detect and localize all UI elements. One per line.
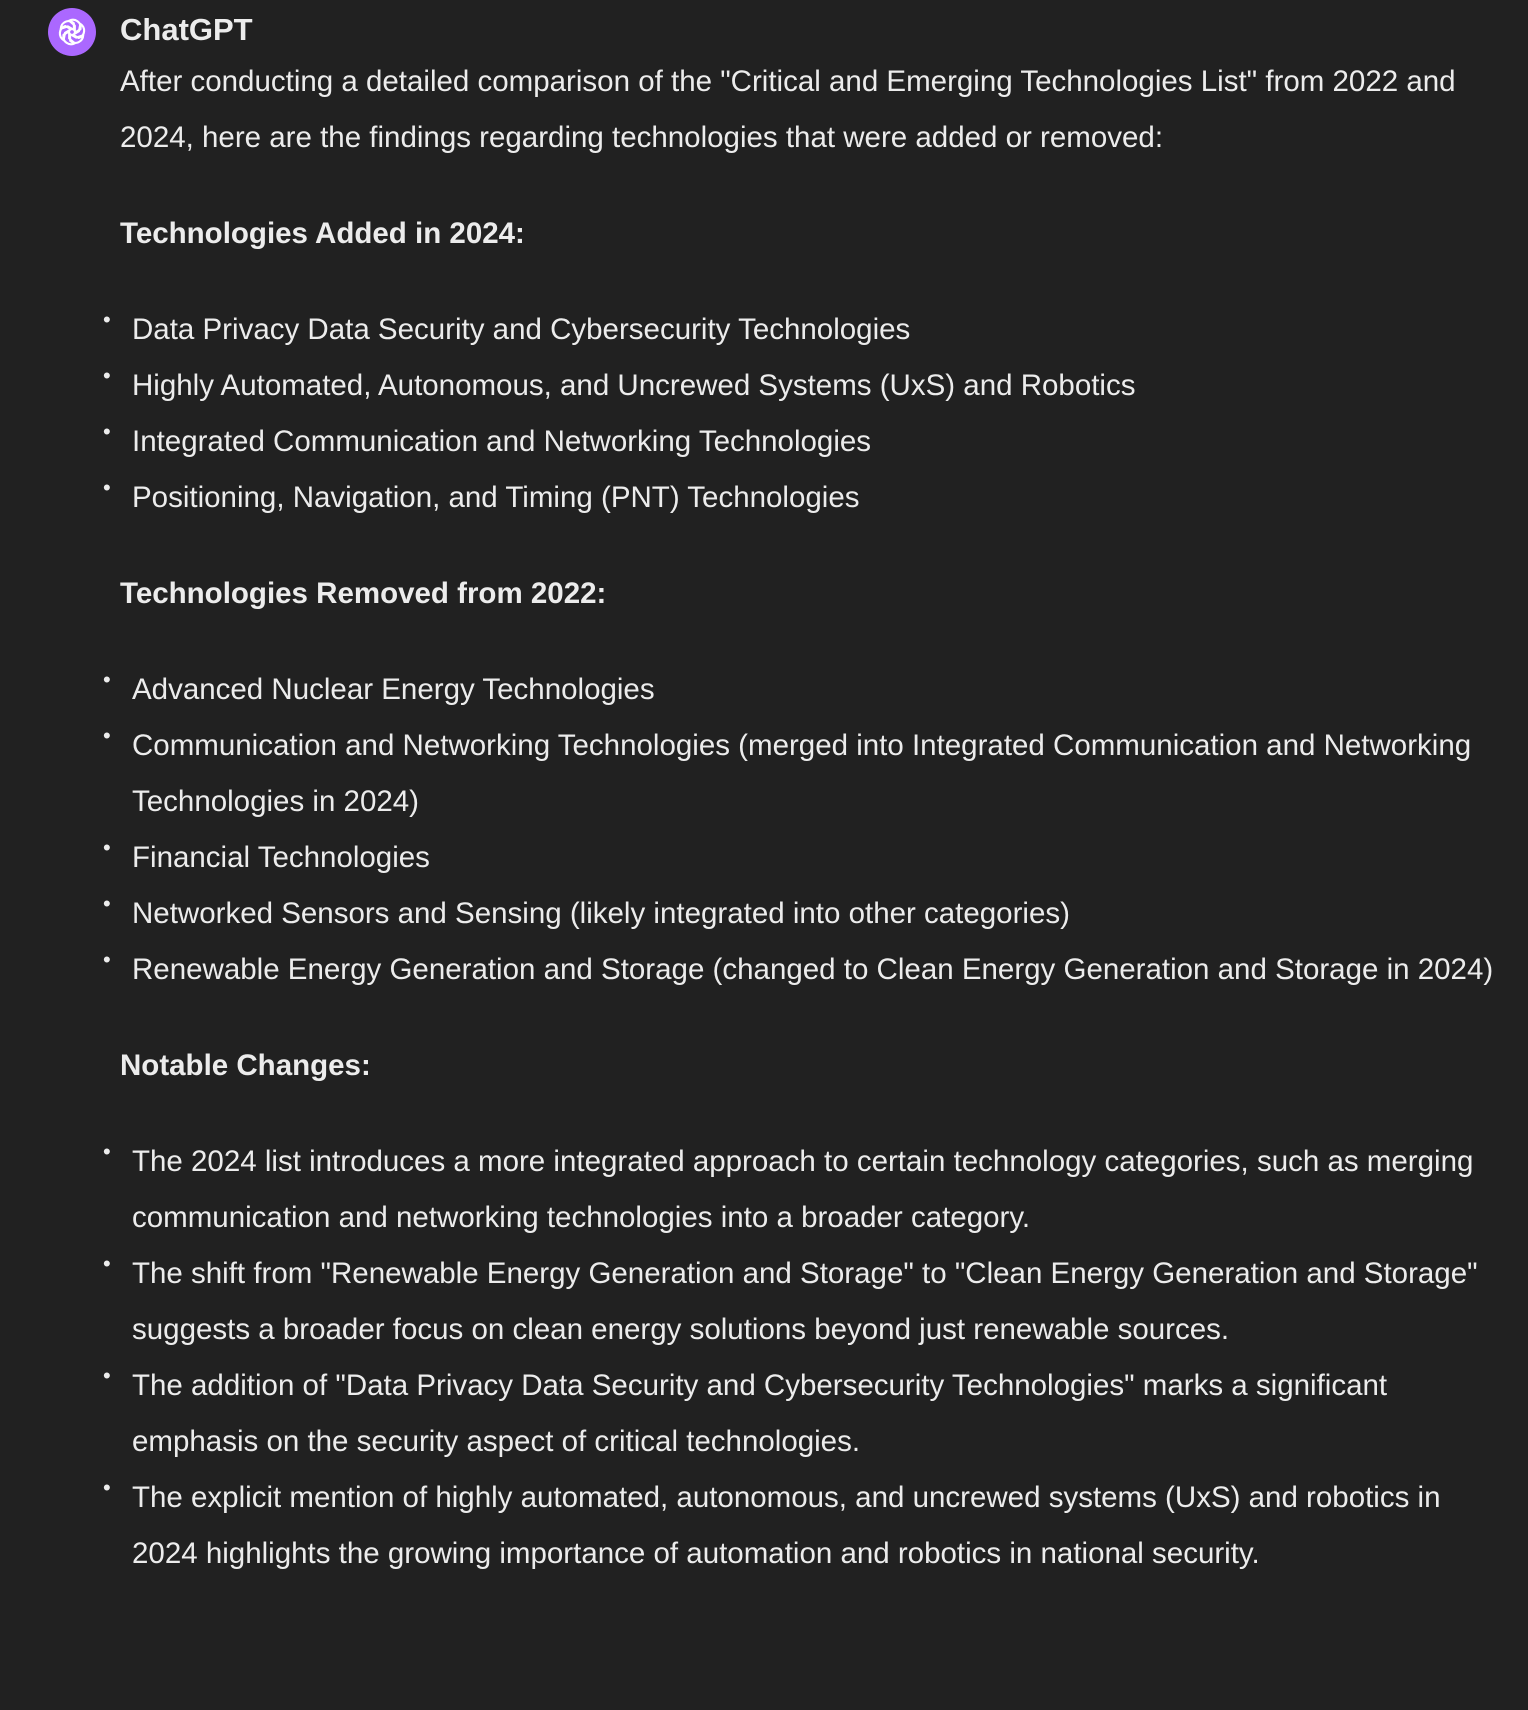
bullet-icon: • xyxy=(103,307,111,332)
list-item: • Advanced Nuclear Energy Technologies xyxy=(120,662,1498,718)
section-heading-notable: Notable Changes: xyxy=(120,1049,371,1082)
bullet-icon: • xyxy=(103,891,111,916)
bullet-icon: • xyxy=(103,947,111,972)
bullet-icon: • xyxy=(103,1251,111,1276)
bullet-icon: • xyxy=(103,723,111,748)
bullet-icon: • xyxy=(103,363,111,388)
list-item: • The 2024 list introduces a more integrated approach to certain technology categories, such as merging communication and networking technologies into a broader category. xyxy=(120,1134,1498,1246)
message-content xyxy=(103,54,1498,1622)
bullet-icon: • xyxy=(103,1139,111,1164)
list-item: • Communication and Networking Technologies (merged into Integrated Communication and Networking Technologies in 2024) xyxy=(120,718,1498,830)
section-heading-added: Technologies Added in 2024: xyxy=(120,217,525,250)
list-item: • The explicit mention of highly automated, autonomous, and uncrewed systems (UxS) and robotics in 2024 highlights the growing importance of automation and robotics in national security. xyxy=(120,1470,1498,1582)
list-item: • Networked Sensors and Sensing (likely integrated into other categories) xyxy=(120,886,1498,942)
intro-paragraph: After conducting a detailed comparison of the "Critical and Emerging Technologies List" from 2022 and 2024, here are the findings regarding technologies that were added or removed: xyxy=(120,65,1456,154)
added-list xyxy=(103,302,1498,526)
bullet-icon: • xyxy=(103,419,111,444)
bullet-icon: • xyxy=(103,475,111,500)
bullet-icon: • xyxy=(103,667,111,692)
notable-list xyxy=(103,1134,1498,1582)
list-item: • Financial Technologies xyxy=(120,830,1498,886)
message-author: ChatGPT xyxy=(120,12,253,47)
avatar xyxy=(48,8,96,56)
section-heading-removed: Technologies Removed from 2022: xyxy=(120,577,607,610)
list-item: • Renewable Energy Generation and Storage (changed to Clean Energy Generation and Storage in 2024) xyxy=(120,942,1498,998)
removed-list xyxy=(103,662,1498,998)
list-item: • Integrated Communication and Networking Technologies xyxy=(120,414,1498,470)
list-item: • The addition of "Data Privacy Data Security and Cybersecurity Technologies" marks a significant emphasis on the security aspect of critical technologies. xyxy=(120,1358,1498,1470)
list-item: • Data Privacy Data Security and Cybersecurity Technologies xyxy=(120,302,1498,358)
bullet-icon: • xyxy=(103,1363,111,1388)
list-item: • Positioning, Navigation, and Timing (PNT) Technologies xyxy=(120,470,1498,526)
list-item: • Highly Automated, Autonomous, and Uncrewed Systems (UxS) and Robotics xyxy=(120,358,1498,414)
list-item: • The shift from "Renewable Energy Generation and Storage" to "Clean Energy Generation and Storage" suggests a broader focus on clean energy solutions beyond just renewable sources. xyxy=(120,1246,1498,1358)
openai-logo-icon xyxy=(55,15,89,49)
bullet-icon: • xyxy=(103,835,111,860)
bullet-icon: • xyxy=(103,1475,111,1500)
